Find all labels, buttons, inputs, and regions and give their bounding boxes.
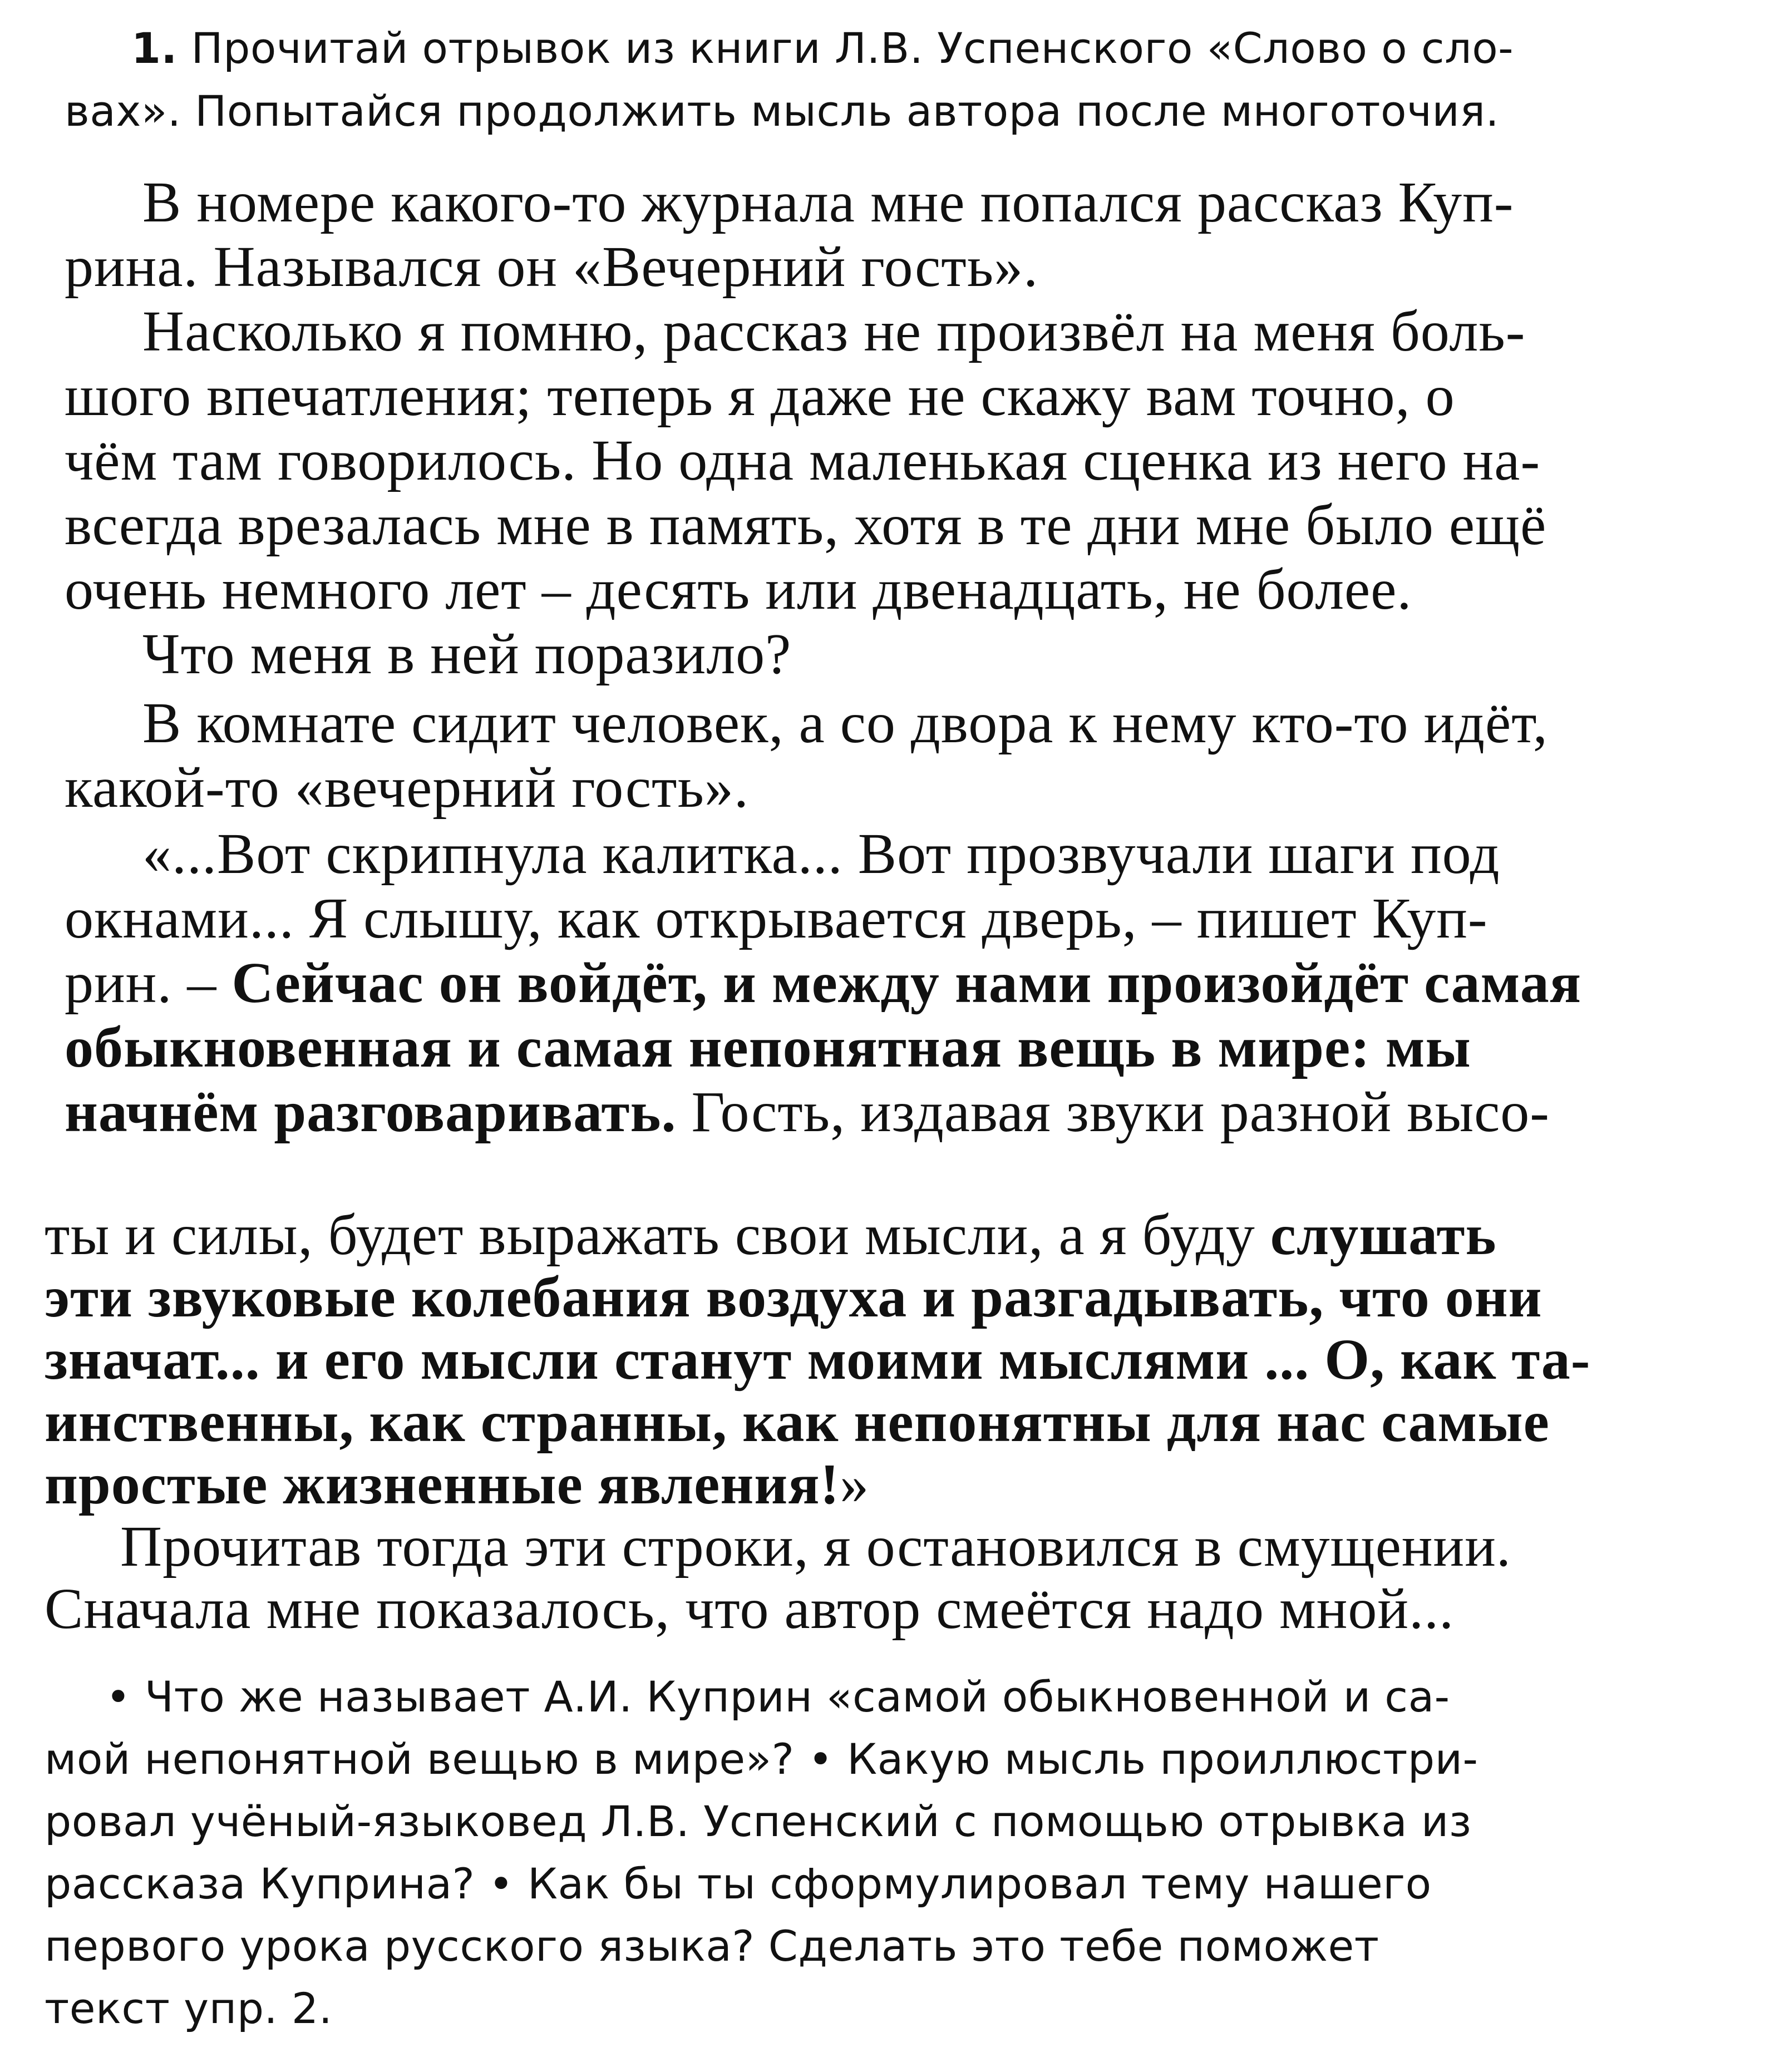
- excerpt-line: рина. Назывался он «Вечерний гость».: [65, 235, 1039, 299]
- task-line-1: [131, 23, 1514, 73]
- excerpt-bold-text: простые жизненные явления!: [45, 1452, 840, 1516]
- excerpt-text: Гость, издавая звуки разной высо-: [676, 1080, 1550, 1144]
- excerpt-bold-text: начнём разговаривать.: [65, 1080, 677, 1144]
- excerpt-line: [45, 1451, 869, 1517]
- excerpt-line: всегда врезалась мне в память, хотя в те дни мне было ещё: [65, 493, 1547, 557]
- excerpt-line: «...Вот скрипнула калитка... Вот прозвучали шаги под: [142, 822, 1500, 886]
- excerpt-line: Что меня в ней поразило?: [142, 622, 792, 686]
- excerpt-line: эти звуковые колебания воздуха и разгадывать, что они: [45, 1265, 1542, 1329]
- excerpt-line: В комнате сидит человек, а со двора к нему кто-то идёт,: [142, 691, 1548, 755]
- excerpt-line: [45, 1202, 1496, 1268]
- excerpt-line: обыкновенная и самая непонятная вещь в мире: мы: [65, 1015, 1471, 1079]
- excerpt-text: »: [840, 1452, 870, 1516]
- excerpt-line: инственны, как странны, как непонятны для нас самые: [45, 1390, 1550, 1454]
- excerpt-bold-text: Сейчас он войдёт, и между нами произойдёт самая: [231, 951, 1582, 1015]
- excerpt-bold-text: слушать: [1270, 1203, 1497, 1267]
- excerpt-line: [65, 950, 1581, 1016]
- excerpt-line: Прочитав тогда эти строки, я остановился в смущении.: [120, 1514, 1511, 1578]
- excerpt-line: окнами... Я слышу, как открывается дверь, – пишет Куп-: [65, 886, 1488, 950]
- excerpt-line: шого впечатления; теперь я даже не скажу вам точно, о: [65, 364, 1455, 428]
- excerpt-line: чём там говорилось. Но одна маленькая сценка из него на-: [65, 428, 1541, 492]
- excerpt-line: [65, 1079, 1550, 1145]
- excerpt-line: Насколько я помню, рассказ не произвёл на меня боль-: [142, 299, 1526, 363]
- excerpt-text: рин. –: [65, 951, 232, 1015]
- question-line: ровал учёный-языковед Л.В. Успенский с помощью отрывка из: [45, 1797, 1472, 1846]
- question-line: рассказа Куприна? • Как бы ты сформулировал тему нашего: [45, 1859, 1432, 1908]
- excerpt-line: какой-то «вечерний гость».: [65, 756, 749, 820]
- excerpt-line: Сначала мне показалось, что автор смеётся надо мной...: [45, 1577, 1455, 1641]
- task-number: 1.: [131, 23, 178, 73]
- question-line: первого урока русского языка? Сделать это тебе поможет: [45, 1921, 1379, 1971]
- excerpt-line: значат... и его мысли станут моими мыслями ... О, как та-: [45, 1328, 1591, 1392]
- task-text-1: Прочитай отрывок из книги Л.В. Успенского «Слово о сло-: [191, 23, 1514, 73]
- excerpt-text: ты и силы, будет выражать свои мысли, а я буду: [45, 1203, 1270, 1267]
- question-line: текст упр. 2.: [45, 1984, 333, 2033]
- excerpt-line: очень немного лет – десять или двенадцать, не более.: [65, 558, 1412, 621]
- excerpt-line: В номере какого-то журнала мне попался рассказ Куп-: [142, 170, 1514, 234]
- question-line: • Что же называет А.И. Куприн «самой обыкновенной и са-: [106, 1672, 1450, 1721]
- question-line: мой непонятной вещью в мире»? • Какую мысль проиллюстри-: [45, 1734, 1479, 1784]
- task-line-2: вах». Попытайся продолжить мысль автора после многоточия.: [65, 86, 1500, 136]
